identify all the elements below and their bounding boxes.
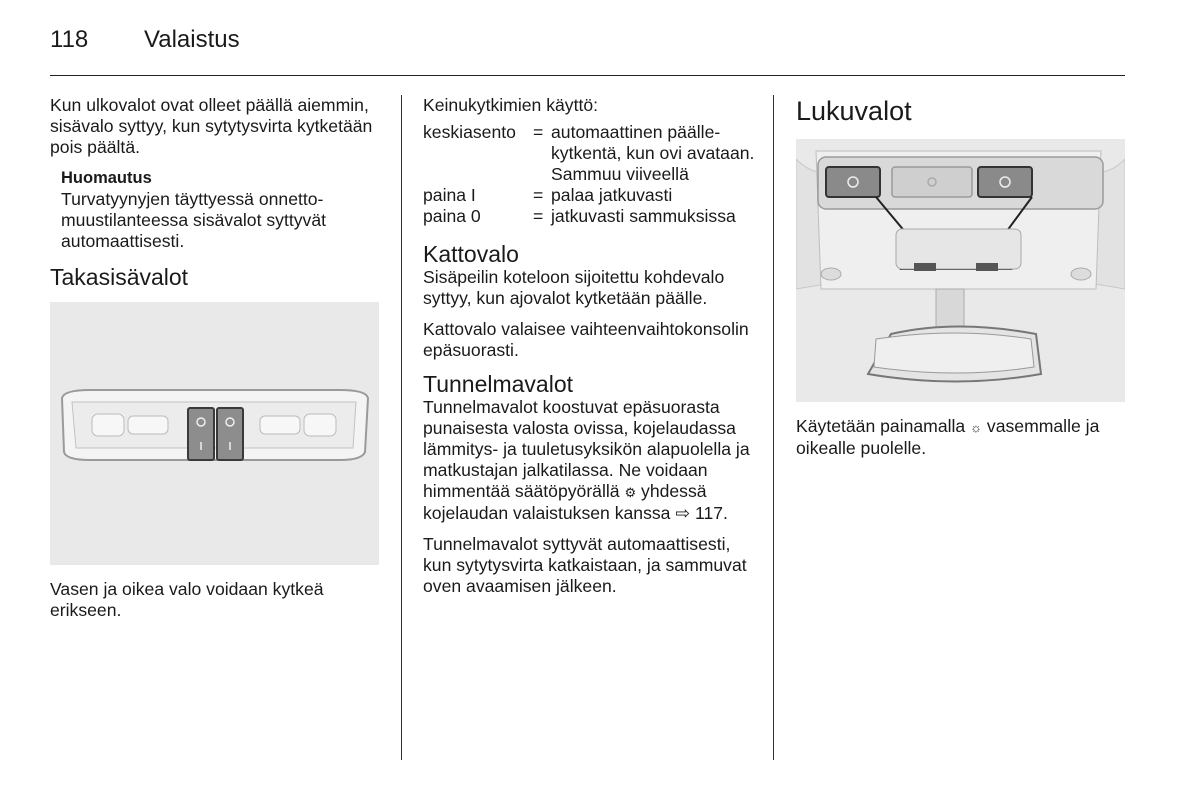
column-right — [796, 95, 1131, 469]
section-heading-takasisavalot: Takasisävalot — [50, 264, 189, 290]
definition-row — [423, 206, 758, 227]
page-title: Valaistus — [144, 26, 240, 53]
section-heading-tunnelmavalot: Tunnelmavalot — [423, 371, 574, 397]
page-number: 118 — [50, 26, 89, 53]
definition-equals: = — [533, 185, 544, 205]
definition-row — [423, 185, 758, 206]
reading-light-icon: ☼ — [970, 420, 983, 435]
column-divider — [401, 95, 402, 760]
figure-caption: Vasen ja oikea valo voidaan kytkeä erikseen. — [50, 579, 324, 620]
definition-text: automaattinen päällekytkentä, kun ovi avataan. Sammuu viiveellä — [551, 122, 755, 184]
reading-light-illustration — [796, 139, 1125, 402]
definition-term: paina 0 — [423, 206, 481, 226]
note-box — [61, 168, 385, 252]
rocker-switch-definitions — [423, 122, 758, 227]
reference-arrow-icon: ⇨ — [675, 503, 691, 523]
definition-row — [423, 122, 758, 185]
definition-term: paina I — [423, 185, 476, 205]
dimmer-wheel-icon: ⚙ — [624, 485, 637, 500]
definition-text: jatkuvasti sammuksissa — [551, 206, 736, 226]
definition-equals: = — [533, 206, 544, 226]
column-left — [50, 95, 385, 631]
caption-text-b: vasemmalle ja oikealle puolelle. — [796, 416, 1100, 458]
definition-text: palaa jatkuvasti — [551, 185, 673, 205]
column-middle — [423, 95, 758, 607]
tunnelma-text-b: yhdessä kojelaudan valaistuksen kanssa — [423, 481, 707, 523]
rear-interior-light-illustration — [50, 302, 379, 565]
note-text: Turvatyynyjen täyttyessä onnettomuustilanteessa sisävalot syttyvät automaattisesti. — [61, 189, 326, 251]
header-rule — [50, 75, 1125, 76]
definition-term: keskiasento — [423, 122, 516, 142]
section-heading-kattovalo: Kattovalo — [423, 241, 519, 267]
tunnelma-text-a: Tunnelmavalot koostuvat epäsuorasta punaisesta valosta ovissa, kojelaudassa lämmitys- ja tuuletusyksikön alapuolella ja matkustajan jalkatilassa. Ne voidaan himmentää säätöpyörällä — [423, 397, 750, 501]
section-heading-lukuvalot: Lukuvalot — [796, 96, 912, 126]
definition-equals: = — [533, 122, 544, 142]
caption-text-a: Käytetään painamalla — [796, 416, 966, 436]
kattovalo-paragraph-2: Kattovalo valaisee vaihteenvaihtokonsolin epäsuorasti. — [423, 319, 749, 360]
rocker-intro: Keinukytkimien käyttö: — [423, 95, 599, 115]
column-divider — [773, 95, 774, 760]
page-reference[interactable]: 117. — [694, 503, 728, 523]
note-title: Huomautus — [61, 169, 152, 187]
page-header — [50, 26, 240, 54]
tunnelma-paragraph-1 — [423, 397, 758, 524]
reading-light-caption — [796, 416, 1131, 459]
tunnelma-paragraph-2: Tunnelmavalot syttyvät automaattisesti, kun sytytysvirta katkaistaan, ja sammuvat oven avaamisen jälkeen. — [423, 534, 747, 596]
kattovalo-paragraph-1: Sisäpeilin koteloon sijoitettu kohdevalo syttyy, kun ajovalot kytketään päälle. — [423, 267, 725, 308]
intro-paragraph: Kun ulkovalot ovat olleet päällä aiemmin, sisävalo syttyy, kun sytytysvirta kytketään pois päältä. — [50, 95, 373, 157]
